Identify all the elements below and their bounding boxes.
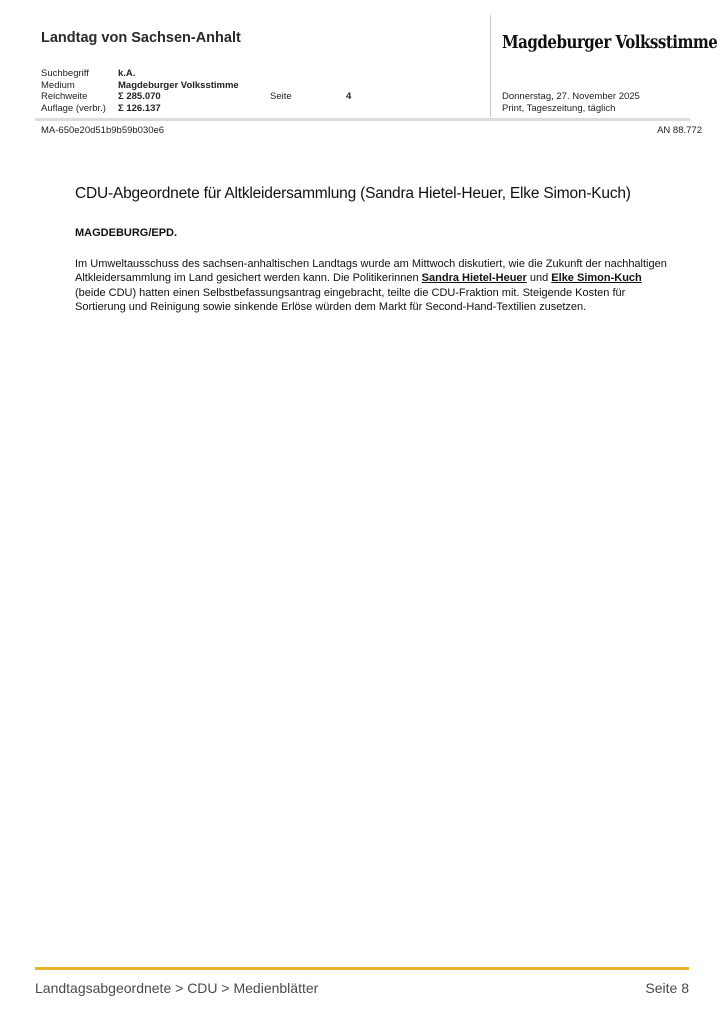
person-link-hietel-heuer[interactable]: Sandra Hietel-Heuer: [421, 272, 527, 285]
footer-breadcrumb: Landtagsabgeordnete > CDU > Medienblätter: [35, 980, 319, 996]
article-body: [75, 257, 675, 315]
meta-label-medium: Medium: [41, 79, 75, 91]
page-label: Seite: [270, 91, 292, 102]
meta-label-suchbegriff: Suchbegriff: [41, 68, 89, 79]
publication-logo: Magdeburger Volksstimme: [502, 33, 718, 53]
footer-accent-bar: [35, 967, 689, 970]
meta-labels: [41, 68, 106, 114]
organization-title: Landtag von Sachsen-Anhalt: [41, 30, 241, 46]
meta-label-reichweite: Reichweite: [41, 91, 88, 102]
body-text-part2: und: [526, 272, 552, 285]
body-text-part3: (beide CDU) hatten einen Selbstbefassungsantrag eingebracht, teilte die CDU-Fraktion mit. Steigende Kosten für Sortierung und Reinigung sowie sinkende Erlöse würden dem Markt für Second-Hand-Textilien zusetzen.: [75, 286, 626, 314]
footer-page-number: Seite 8: [645, 980, 689, 996]
meta-values: [118, 68, 239, 114]
header-divider: [490, 15, 491, 117]
an-number: AN 88.772: [657, 125, 702, 136]
meta-value-reichweite: Σ 285.070: [118, 91, 161, 102]
publication-info: [502, 91, 640, 114]
header-rule: [35, 118, 690, 121]
publication-format: Print, Tageszeitung, täglich: [502, 102, 616, 114]
meta-value-auflage: Σ 126.137: [118, 102, 161, 114]
article-dateline: MAGDEBURG/EPD.: [75, 227, 178, 239]
publication-date: Donnerstag, 27. November 2025: [502, 91, 640, 102]
body-text-part1: Im Umweltausschuss des sachsen-anhaltischen Landtags wurde am Mittwoch diskutiert, wie die Zukunft der nachhaltigen Altkleidersammlung im Land gesichert werden kann. Die Politikerinnen: [75, 258, 667, 285]
document-id: MA-650e20d51b9b59b030e6: [41, 125, 165, 136]
person-link-simon-kuch[interactable]: Elke Simon-Kuch: [551, 272, 642, 285]
article-headline: CDU-Abgeordnete für Altkleidersammlung (Sandra Hietel-Heuer, Elke Simon-Kuch): [75, 185, 631, 202]
meta-label-auflage: Auflage (verbr.): [41, 102, 106, 114]
meta-value-medium: Magdeburger Volksstimme: [118, 79, 239, 91]
page-value: 4: [346, 91, 352, 102]
meta-value-suchbegriff: k.A.: [118, 68, 136, 79]
